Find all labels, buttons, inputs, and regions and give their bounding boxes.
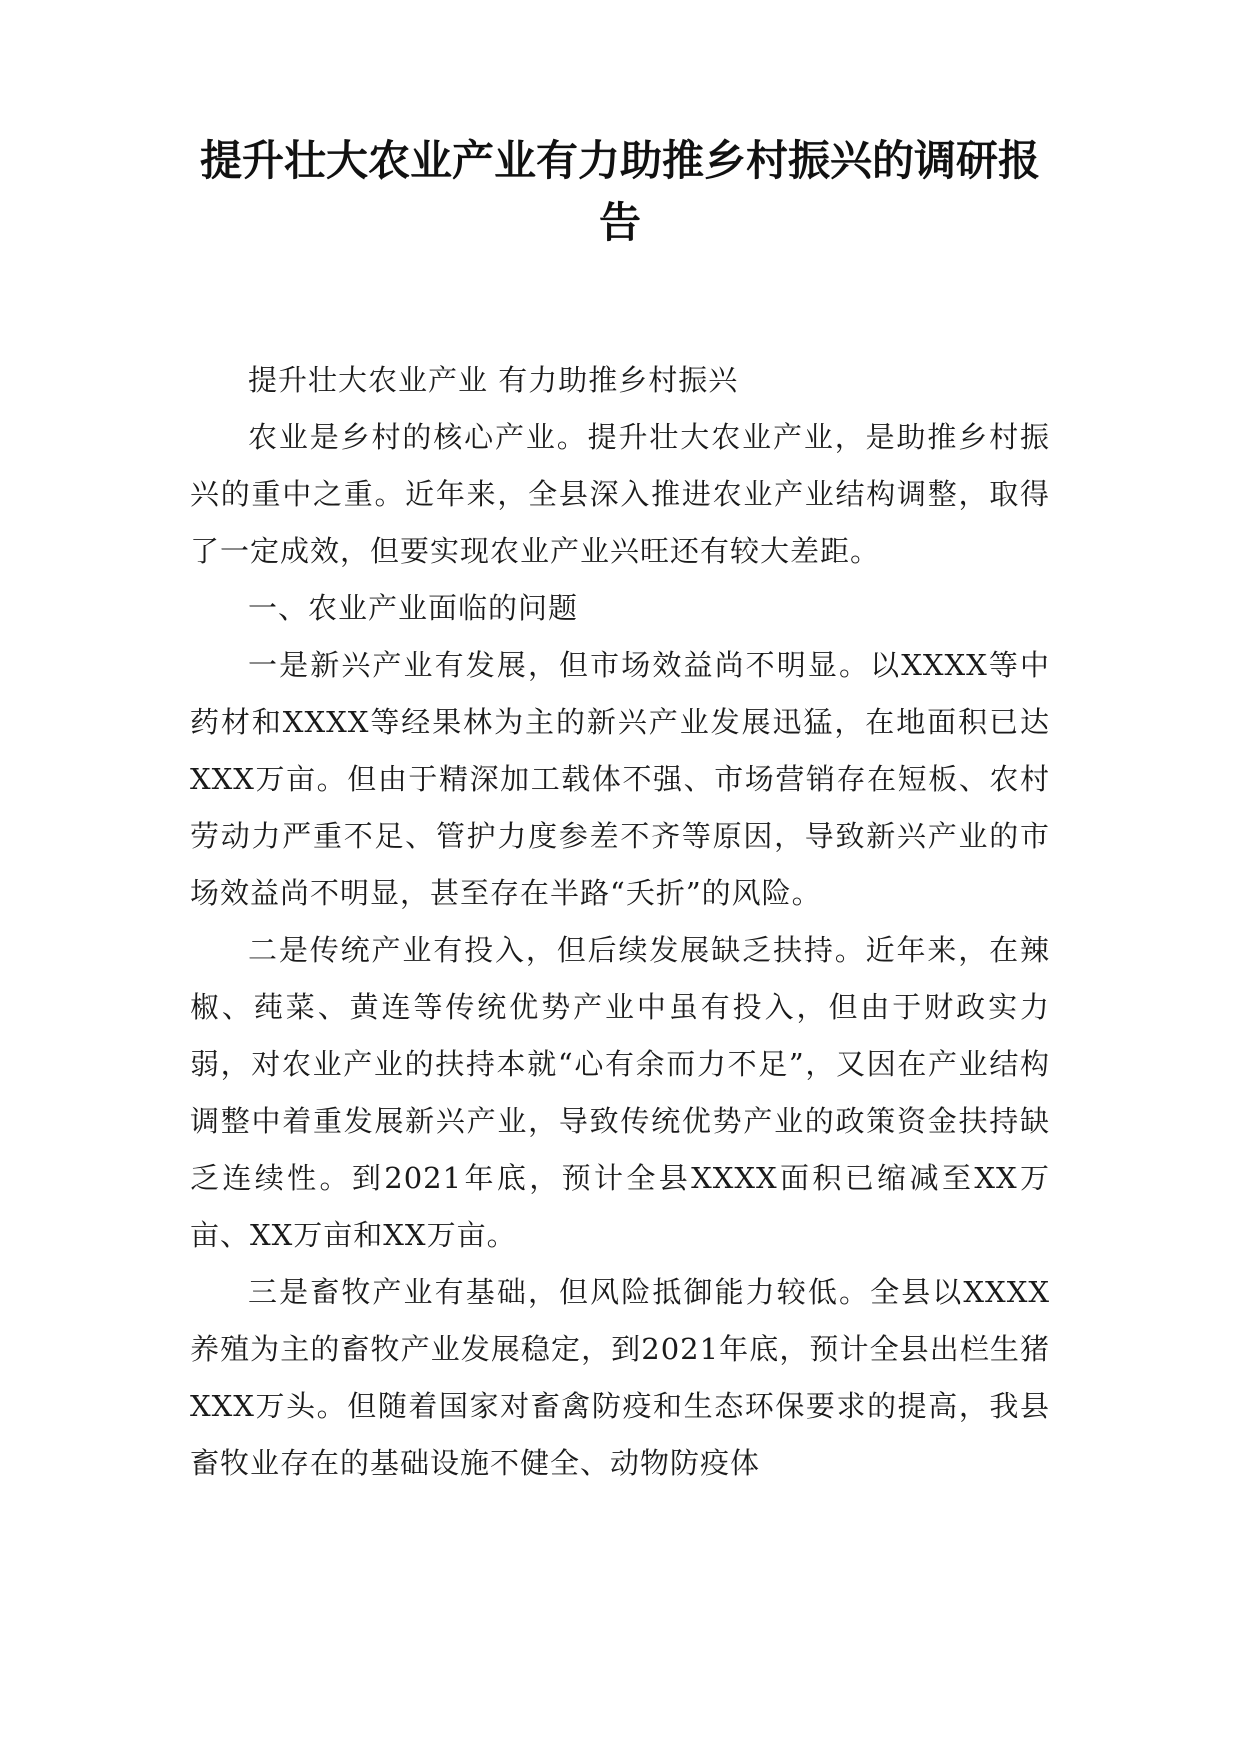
problem-paragraph-2: 二是传统产业有投入，但后续发展缺乏扶持。近年来，在辣椒、莼菜、黄连等传统优势产业中虽有投入，但由于财政实力弱，对农业产业的扶持本就“心有余而力不足”，又因在产业结构调整中着重发展新兴产业，导致传统优势产业的政策资金扶持缺乏连续性。到2021年底，预计全县XXXX面积已缩减至XX万亩、XX万亩和XX万亩。 xyxy=(190,933,1050,1252)
document-title: 提升壮大农业产业有力助推乡村振兴的调研报告 xyxy=(199,136,1040,247)
document-body xyxy=(190,352,1050,1492)
subtitle-paragraph: 提升壮大农业产业 有力助推乡村振兴 xyxy=(248,363,739,397)
problem-paragraph-1: 一是新兴产业有发展，但市场效益尚不明显。以XXXX等中药材和XXXX等经果林为主的新兴产业发展迅猛，在地面积已达XXX万亩。但由于精深加工载体不强、市场营销存在短板、农村劳动力严重不足、管护力度参差不齐等原因，导致新兴产业的市场效益尚不明显，甚至存在半路“夭折”的风险。 xyxy=(190,648,1050,910)
problem-paragraph-3: 三是畜牧产业有基础，但风险抵御能力较低。全县以XXXX养殖为主的畜牧产业发展稳定，到2021年底，预计全县出栏生猪XXX万头。但随着国家对畜禽防疫和生态环保要求的提高，我县畜牧业存在的基础设施不健全、动物防疫体 xyxy=(190,1275,1050,1480)
intro-paragraph: 农业是乡村的核心产业。提升壮大农业产业，是助推乡村振兴的重中之重。近年来，全县深入推进农业产业结构调整，取得了一定成效，但要实现农业产业兴旺还有较大差距。 xyxy=(190,420,1050,568)
section-heading: 一、农业产业面临的问题 xyxy=(248,591,579,625)
